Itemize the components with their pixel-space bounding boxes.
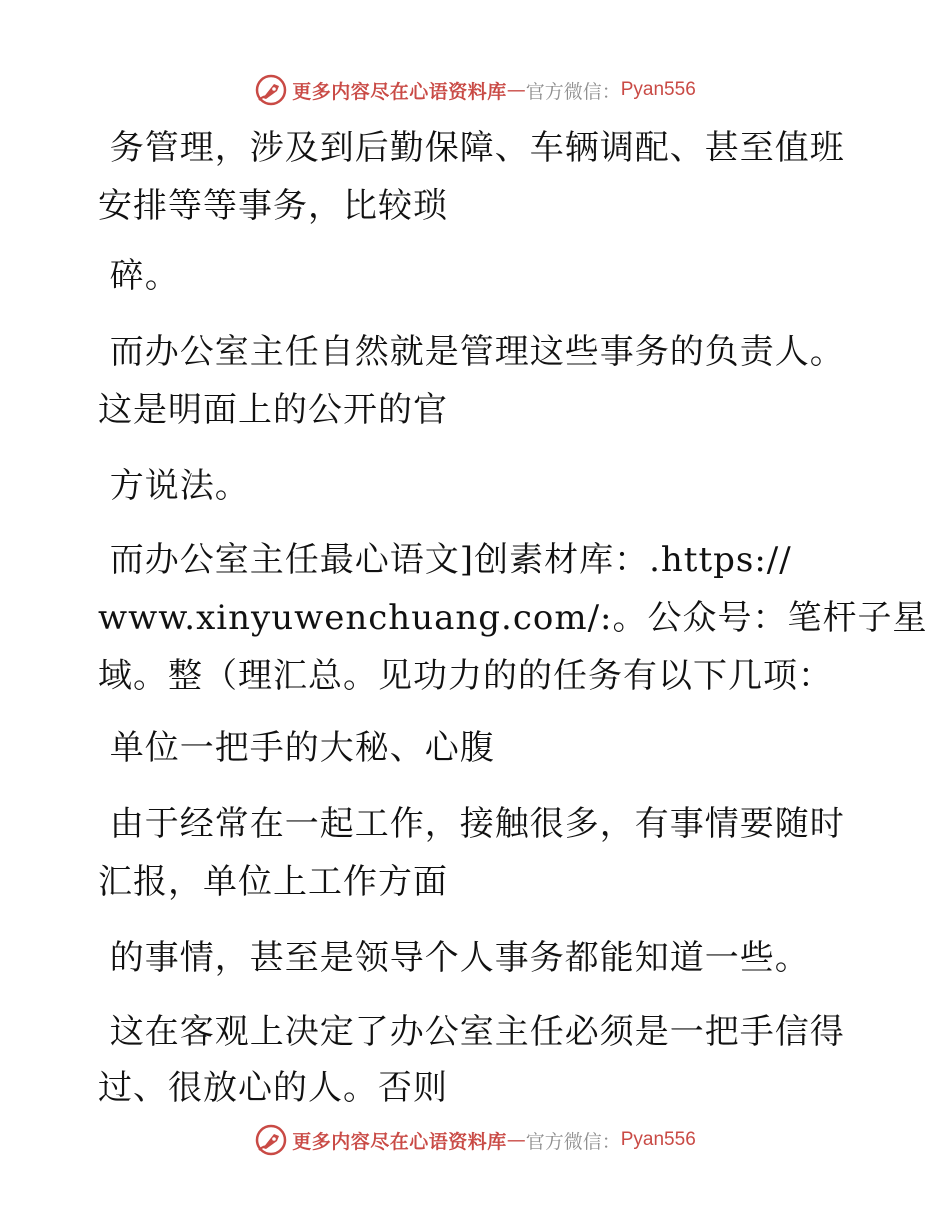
body-line: 的事情，甚至是领导个人事务都能知道一些。 bbox=[98, 938, 810, 978]
watermark-wechat-id: Pyan556 bbox=[620, 79, 696, 100]
body-line: 由于经常在一起工作，接触很多，有事情要随时 bbox=[98, 804, 845, 844]
body-line: 而办公室主任最心语文]创素材库：.https:// bbox=[98, 540, 792, 580]
pen-nib-logo-icon bbox=[254, 1123, 288, 1157]
body-line: 方说法。 bbox=[98, 466, 250, 506]
body-line: 安排等等事务，比较琐 bbox=[98, 186, 448, 226]
body-line: 过、很放心的人。否则 bbox=[98, 1068, 448, 1108]
footer-watermark bbox=[0, 1120, 950, 1160]
header-watermark bbox=[0, 70, 950, 110]
watermark-label: 官方微信： bbox=[525, 1130, 621, 1153]
body-line: 务管理，涉及到后勤保障、车辆调配、甚至值班 bbox=[98, 128, 845, 168]
watermark-main-text: 更多内容尽在心语资料库 bbox=[292, 80, 507, 103]
watermark-main-text: 更多内容尽在心语资料库 bbox=[292, 1130, 507, 1153]
body-line: 这是明面上的公开的官 bbox=[98, 390, 448, 430]
body-line: 域。整（理汇总。见功力的的任务有以下几项： bbox=[98, 656, 833, 696]
body-line: 而办公室主任自然就是管理这些事务的负责人。 bbox=[98, 332, 845, 372]
watermark-separator: — bbox=[506, 79, 526, 101]
pen-nib-logo-icon bbox=[254, 73, 288, 107]
watermark-separator: — bbox=[506, 1129, 526, 1151]
body-line: 这在客观上决定了办公室主任必须是一把手信得 bbox=[98, 1012, 845, 1052]
watermark-label: 官方微信： bbox=[525, 80, 621, 103]
body-line: 单位一把手的大秘、心腹 bbox=[98, 728, 495, 768]
watermark-wechat-id: Pyan556 bbox=[620, 1129, 696, 1150]
body-line: 汇报，单位上工作方面 bbox=[98, 862, 448, 902]
body-line: 碎。 bbox=[98, 256, 180, 296]
body-line: www.xinyuwenchuang.com/:。公众号：笔杆子星 bbox=[98, 598, 928, 638]
